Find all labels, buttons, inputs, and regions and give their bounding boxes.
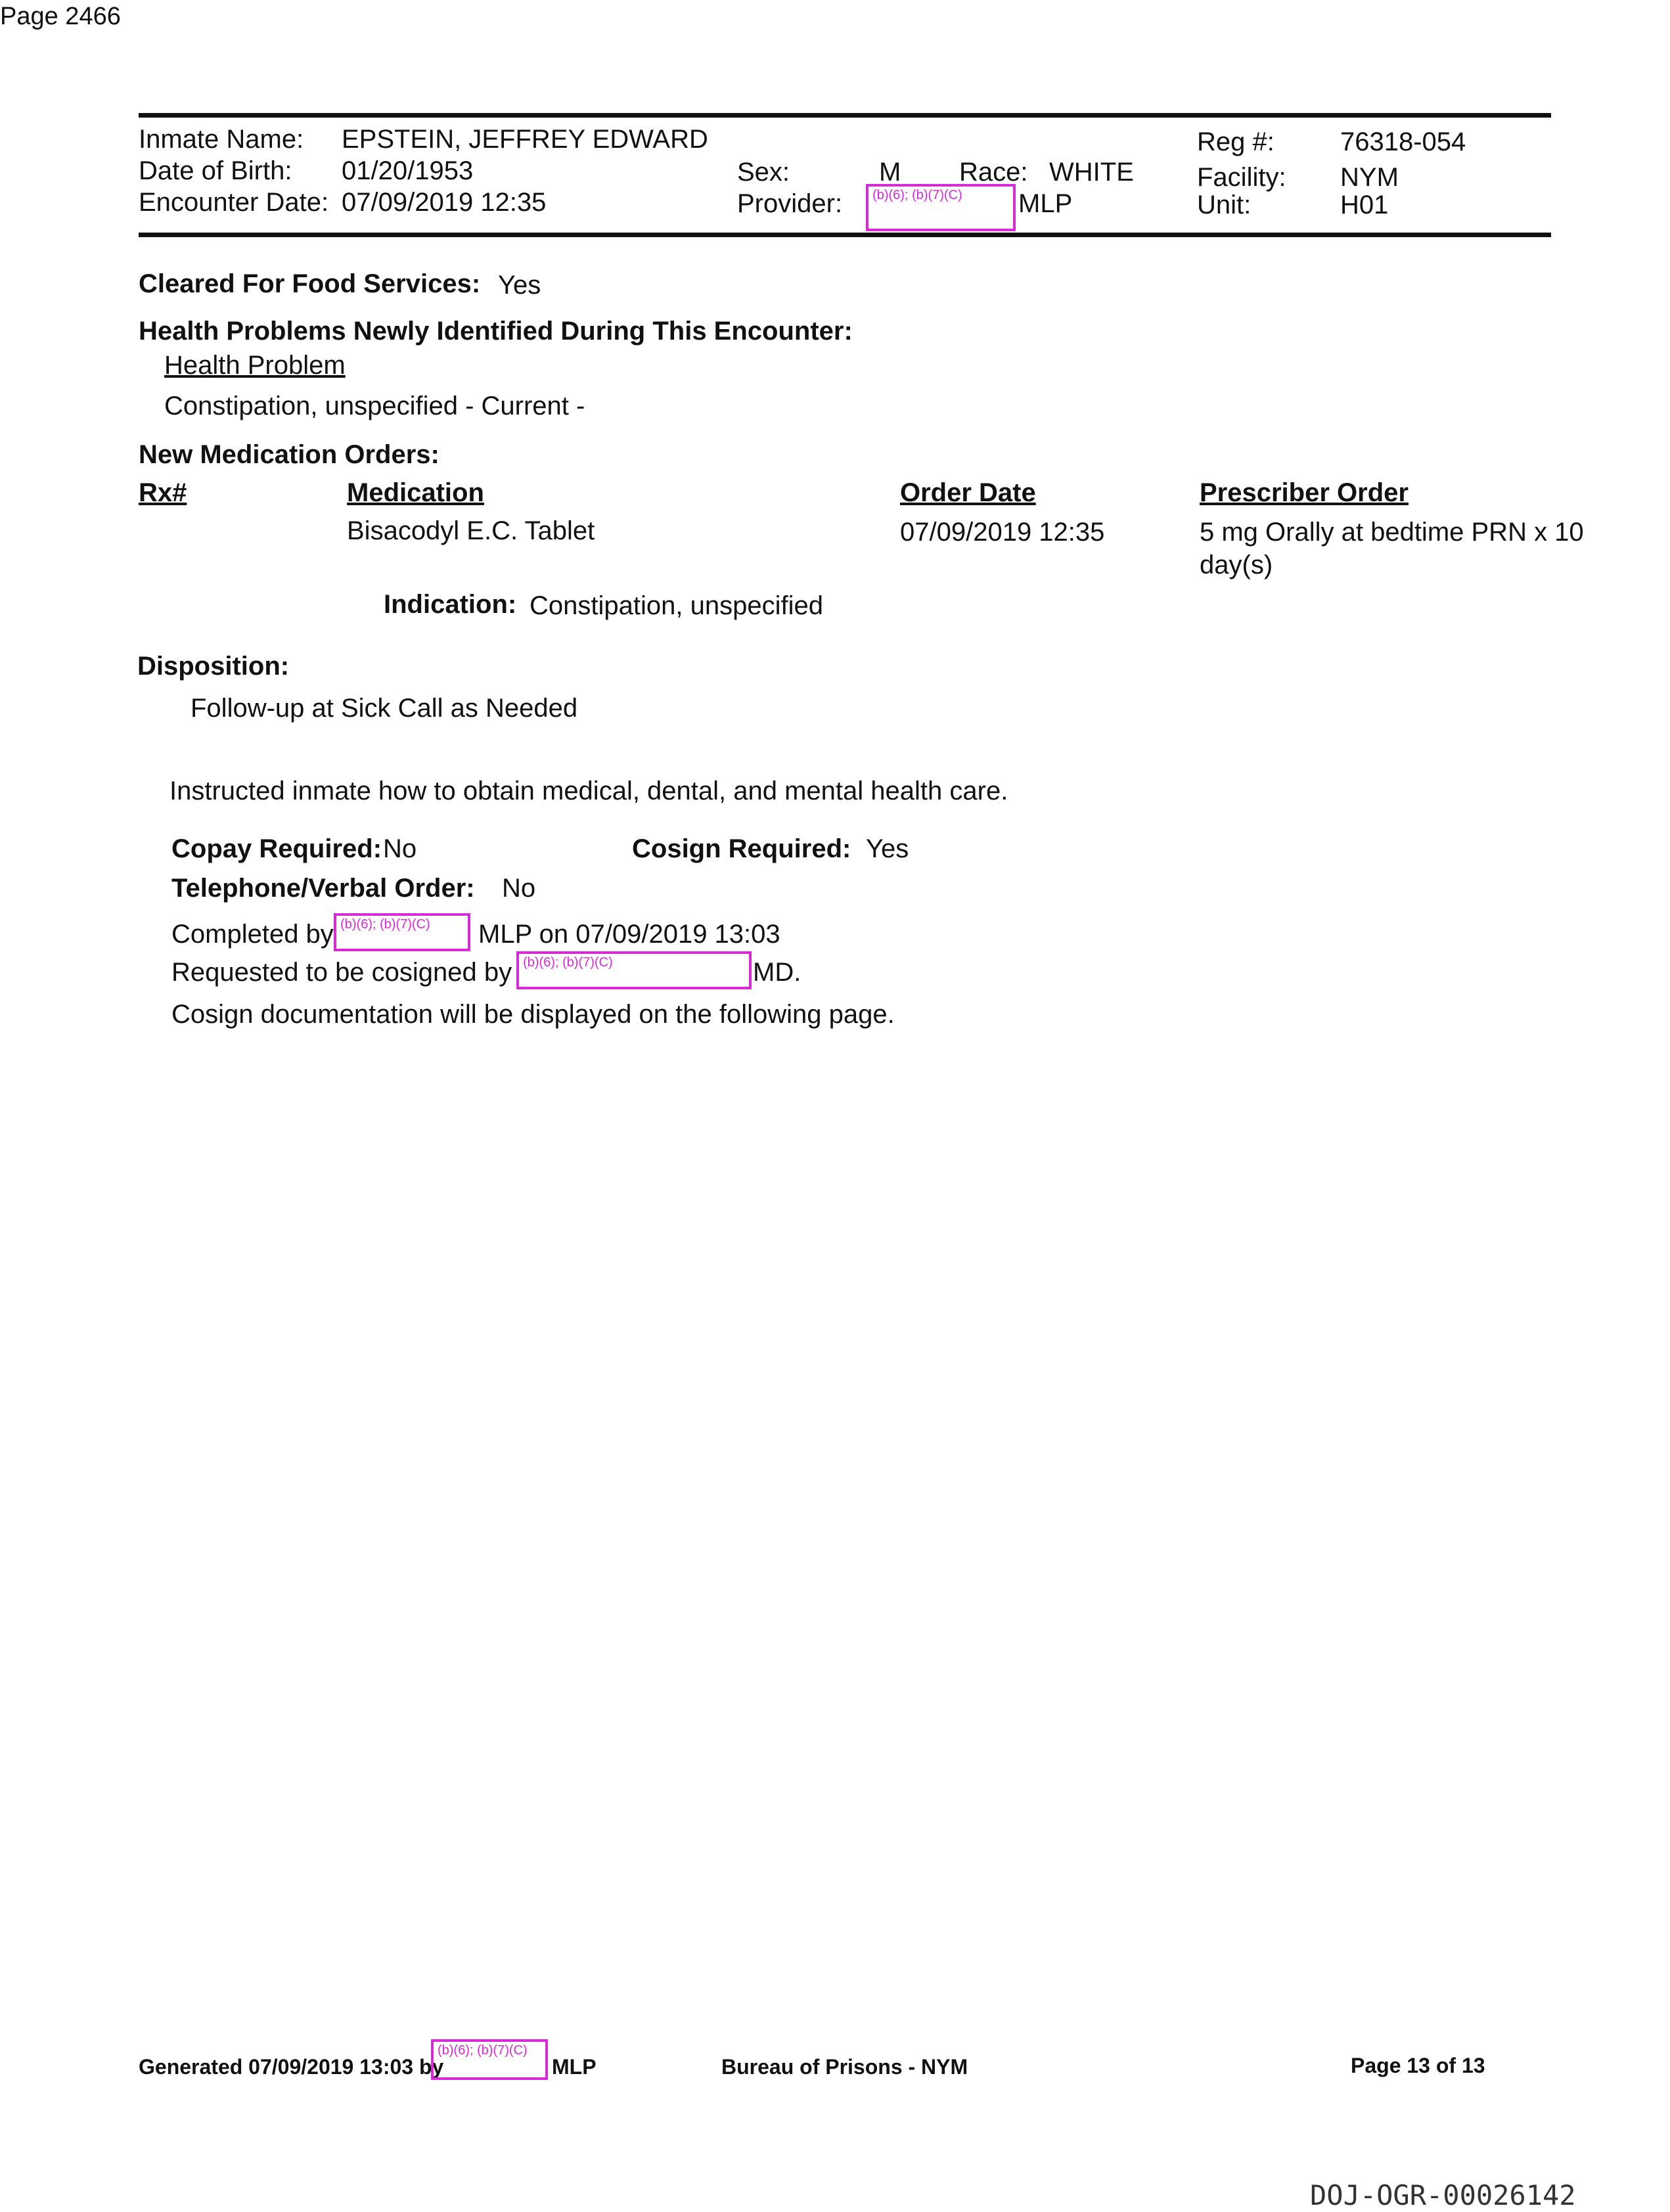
encounter-date: 07/09/2019 12:35 (342, 188, 547, 217)
telephone-label: Telephone/Verbal Order: (171, 874, 475, 903)
footer-generated-prefix: Generated 07/09/2019 13:03 by (139, 2055, 444, 2079)
col-prescriber-order: Prescriber Order (1200, 478, 1409, 507)
indication-label: Indication: (384, 590, 517, 619)
footer-generated-suffix: MLP (552, 2055, 597, 2079)
prescriber-order-line2: day(s) (1200, 551, 1273, 579)
dob: 01/20/1953 (342, 156, 474, 185)
requested-prefix: Requested to be cosigned by (171, 958, 512, 987)
copay-value: No (383, 834, 417, 863)
provider-redaction (866, 184, 1016, 231)
facility: NYM (1340, 163, 1399, 192)
unit: H01 (1340, 191, 1389, 219)
reg-label: Reg #: (1197, 127, 1275, 156)
page-label: Page 2466 (0, 3, 121, 30)
indication-value: Constipation, unspecified (530, 591, 823, 620)
race: WHITE (1049, 158, 1134, 187)
copay-label: Copay Required: (171, 834, 382, 863)
inmate-name-label: Inmate Name: (139, 125, 304, 154)
health-problem-item: Constipation, unspecified - Current - (164, 392, 585, 420)
facility-label: Facility: (1197, 163, 1286, 192)
provider-suffix: MLP (1018, 189, 1073, 218)
completed-suffix: MLP on 07/09/2019 13:03 (478, 920, 780, 949)
cosign-note: Cosign documentation will be displayed on the following page. (171, 1000, 895, 1029)
medication-name: Bisacodyl E.C. Tablet (347, 516, 595, 545)
completed-redaction (334, 913, 470, 951)
food-label: Cleared For Food Services: (139, 269, 481, 298)
completed-redaction-label: (b)(6); (b)(7)(C) (340, 917, 430, 932)
order-date: 07/09/2019 12:35 (900, 518, 1105, 547)
telephone-value: No (502, 874, 536, 903)
header-bottom-rule (139, 233, 1551, 237)
disposition-value: Follow-up at Sick Call as Needed (191, 694, 578, 723)
completed-prefix: Completed by (171, 920, 334, 949)
col-order-date: Order Date (900, 478, 1036, 507)
footer-redaction-label: (b)(6); (b)(7)(C) (438, 2043, 528, 2058)
provider-redaction-label: (b)(6); (b)(7)(C) (872, 188, 962, 202)
instruction-text: Instructed inmate how to obtain medical, dental, and mental health care. (169, 777, 1008, 805)
footer-page-number: Page 13 of 13 (1351, 2054, 1485, 2077)
race-label: Race: (959, 158, 1028, 187)
footer-redaction (431, 2039, 548, 2080)
cosign-label: Cosign Required: (632, 834, 851, 863)
requested-suffix: MD. (753, 958, 801, 987)
sex-label: Sex: (737, 158, 790, 187)
sex: M (879, 158, 901, 187)
dob-label: Date of Birth: (139, 156, 292, 185)
footer-agency: Bureau of Prisons - NYM (721, 2055, 968, 2079)
header-top-rule (139, 113, 1551, 118)
unit-label: Unit: (1197, 191, 1252, 219)
provider-label: Provider: (737, 189, 843, 218)
inmate-name: EPSTEIN, JEFFREY EDWARD (342, 125, 708, 154)
col-medication: Medication (347, 478, 484, 507)
encounter-date-label: Encounter Date: (139, 188, 329, 217)
meds-heading: New Medication Orders: (139, 440, 440, 469)
food-value: Yes (498, 271, 541, 300)
cosign-value: Yes (866, 834, 909, 863)
prescriber-order-line1: 5 mg Orally at bedtime PRN x 10 (1200, 518, 1584, 547)
reg-number: 76318-054 (1340, 127, 1466, 156)
health-heading: Health Problems Newly Identified During This Encounter: (139, 317, 853, 346)
col-rx: Rx# (139, 478, 187, 507)
requested-redaction (516, 951, 752, 989)
requested-redaction-label: (b)(6); (b)(7)(C) (523, 955, 613, 970)
bates-number: DOJ-OGR-00026142 (1310, 2179, 1576, 2211)
health-problem-column: Health Problem (164, 351, 346, 380)
disposition-heading: Disposition: (137, 652, 290, 681)
